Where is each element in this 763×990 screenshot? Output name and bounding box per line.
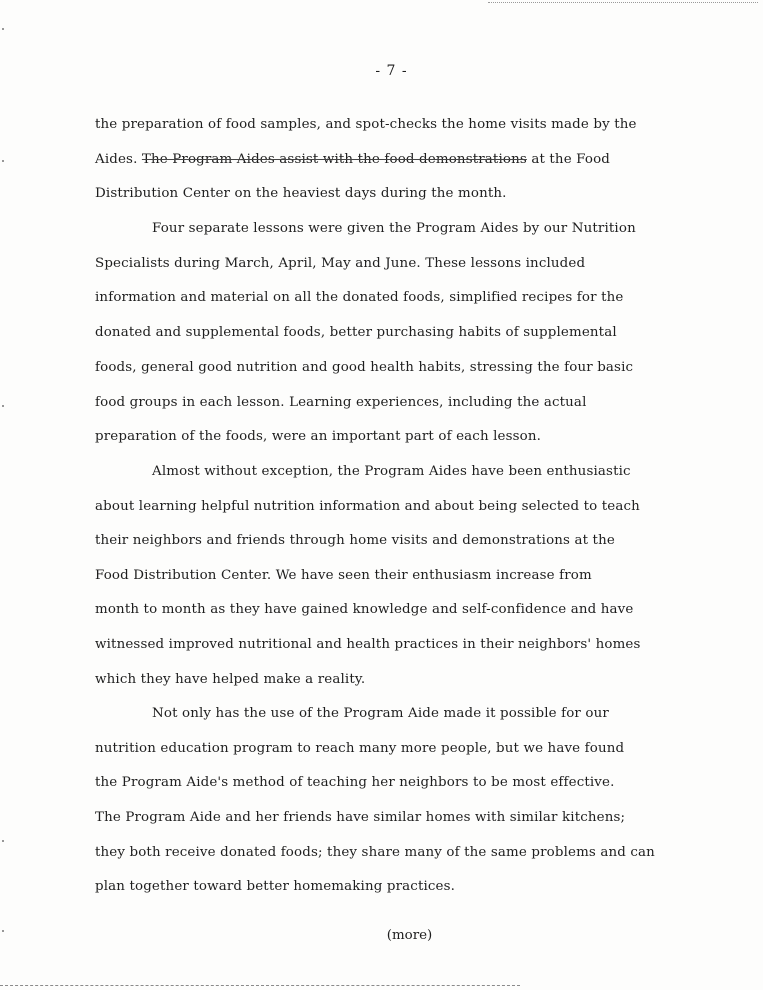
continuation-marker: (more) [386, 928, 433, 943]
scan-speck [2, 28, 4, 30]
bottom-dashed-edge [0, 985, 520, 986]
text-line: which they have helped make a reality. [95, 672, 366, 687]
text-line: the Program Aide's method of teaching her neighbors to be most effective. [95, 775, 615, 790]
text-line: donated and supplemental foods, better purchasing habits of supplemental [95, 325, 617, 340]
scan-speck [2, 930, 4, 932]
text-line: their neighbors and friends through home visits and demonstrations at the [95, 533, 615, 548]
text-line: month to month as they have gained knowledge and self-confidence and have [95, 602, 634, 617]
struck-text: The Program Aides assist with the food demonstrations [141, 152, 527, 167]
text-line-part: Aides. [95, 152, 142, 167]
text-line: The Program Aide and her friends have similar homes with similar kitchens; [95, 810, 626, 825]
text-line: Specialists during March, April, May and June. These lessons included [95, 256, 586, 271]
text-line: food groups in each lesson. Learning experiences, including the actual [95, 395, 587, 410]
text-line: preparation of the foods, were an important part of each lesson. [95, 429, 542, 444]
text-line: Four separate lessons were given the Program Aides by our Nutrition [152, 221, 636, 236]
text-line: Distribution Center on the heaviest days during the month. [95, 186, 507, 201]
top-dotted-edge [488, 2, 758, 3]
text-line: Almost without exception, the Program Aides have been enthusiastic [152, 464, 631, 479]
text-line: about learning helpful nutrition information and about being selected to teach [95, 499, 640, 514]
page-number: - 7 - [375, 63, 408, 79]
scan-speck [2, 405, 4, 407]
text-line [95, 151, 610, 169]
text-line: information and material on all the donated foods, simplified recipes for the [95, 290, 624, 305]
text-line: the preparation of food samples, and spot-checks the home visits made by the [95, 117, 637, 132]
text-line: they both receive donated foods; they share many of the same problems and can [95, 845, 655, 860]
text-line: Food Distribution Center. We have seen their enthusiasm increase from [95, 568, 592, 583]
text-line: nutrition education program to reach many more people, but we have found [95, 741, 625, 756]
text-line: foods, general good nutrition and good health habits, stressing the four basic [95, 360, 634, 375]
text-line: witnessed improved nutritional and health practices in their neighbors' homes [95, 637, 641, 652]
text-line: plan together toward better homemaking practices. [95, 879, 456, 894]
scan-speck [2, 160, 4, 162]
text-line: Not only has the use of the Program Aide made it possible for our [152, 706, 609, 721]
text-line-part: at the Food [526, 152, 611, 167]
scan-speck [2, 840, 4, 842]
